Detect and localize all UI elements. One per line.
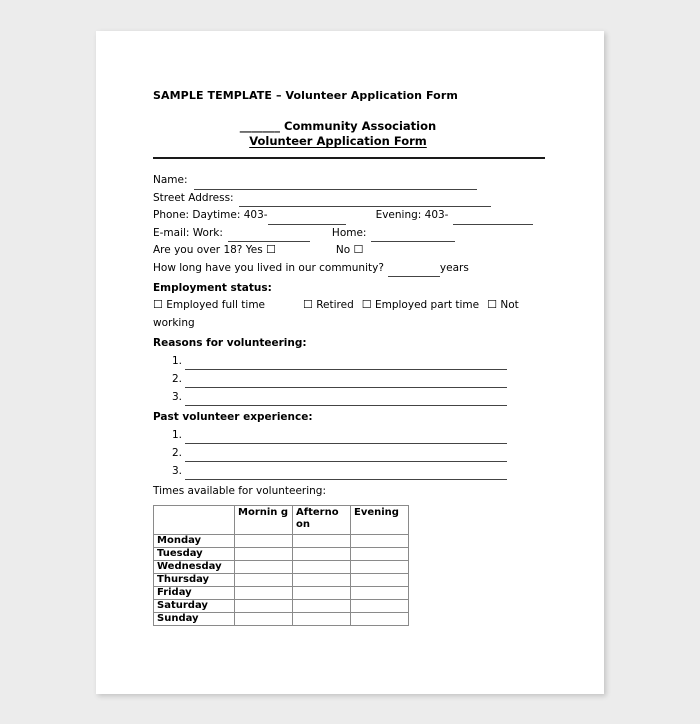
employed-part-time-checkbox[interactable]: ☐: [361, 298, 372, 311]
list-item: [153, 352, 553, 370]
not-working-label: Not working: [153, 299, 519, 329]
list-item: [153, 444, 553, 462]
field-row-email: [153, 225, 553, 243]
over-18-label: Are you over 18? Yes: [153, 244, 263, 256]
over-18-no-checkbox[interactable]: ☐: [353, 243, 364, 256]
list-item: [153, 462, 553, 480]
cell-wednesday-evening[interactable]: [351, 561, 409, 574]
experience-input-2[interactable]: [185, 449, 507, 462]
reason-input-2[interactable]: [185, 375, 507, 388]
reason-number-3: 3.: [172, 391, 183, 403]
document-content: [153, 89, 553, 626]
street-address-label: Street Address:: [153, 191, 234, 204]
cell-monday-evening[interactable]: [351, 535, 409, 548]
employment-option-full-time: [153, 299, 265, 311]
phone-evening-label: Evening: 403-: [375, 209, 449, 221]
cell-tuesday-morning[interactable]: [235, 548, 293, 561]
column-header-afternoon: Afterno on: [293, 506, 351, 535]
email-home-label: Home:: [331, 226, 367, 239]
reasons-list: [153, 352, 553, 406]
day-label-monday: Monday: [154, 535, 235, 548]
not-working-checkbox[interactable]: ☐: [487, 298, 497, 311]
name-input[interactable]: [194, 178, 477, 190]
phone-daytime-label: Phone: Daytime: 403-: [153, 209, 268, 221]
header-divider: [153, 157, 545, 159]
day-label-tuesday: Tuesday: [154, 548, 235, 561]
cell-sunday-morning[interactable]: [235, 613, 293, 626]
experience-number-2: 2.: [172, 447, 183, 459]
phone-daytime-input[interactable]: [268, 213, 346, 225]
table-header-row: [154, 506, 409, 535]
document-page: [96, 31, 604, 694]
phone-evening-input[interactable]: [453, 213, 533, 225]
day-label-wednesday: Wednesday: [154, 561, 235, 574]
employed-part-time-label: Employed part time: [374, 299, 480, 311]
field-row-phone: [153, 207, 553, 225]
retired-label: Retired: [316, 299, 354, 311]
experience-number-1: 1.: [172, 429, 183, 441]
column-header-evening: Evening: [351, 506, 409, 535]
form-name-line: Volunteer Application Form: [249, 134, 427, 148]
cell-wednesday-morning[interactable]: [235, 561, 293, 574]
cell-wednesday-afternoon[interactable]: [293, 561, 351, 574]
field-row-street-address: [153, 190, 553, 208]
table-row: [154, 587, 409, 600]
cell-friday-afternoon[interactable]: [293, 587, 351, 600]
reason-number-1: 1.: [172, 355, 183, 367]
schedule-caption: Times available for volunteering:: [153, 485, 327, 497]
experience-input-1[interactable]: [185, 431, 507, 444]
day-label-friday: Friday: [154, 587, 235, 600]
cell-friday-morning[interactable]: [235, 587, 293, 600]
cell-thursday-afternoon[interactable]: [293, 574, 351, 587]
list-item: [153, 370, 553, 388]
cell-tuesday-afternoon[interactable]: [293, 548, 351, 561]
cell-sunday-evening[interactable]: [351, 613, 409, 626]
employment-status-heading: Employment status:: [153, 282, 272, 294]
over-18-no-label: No: [335, 244, 351, 256]
cell-tuesday-evening[interactable]: [351, 548, 409, 561]
name-label: Name:: [153, 174, 188, 186]
employed-full-time-checkbox[interactable]: ☐: [153, 298, 163, 311]
cell-saturday-afternoon[interactable]: [293, 600, 351, 613]
availability-table: [153, 505, 409, 626]
field-row-over-18: [153, 242, 553, 260]
employment-status-options: [153, 297, 525, 332]
reason-input-3[interactable]: [185, 393, 507, 406]
reasons-heading: Reasons for volunteering:: [153, 337, 307, 349]
cell-thursday-morning[interactable]: [235, 574, 293, 587]
years-suffix-label: years: [439, 261, 469, 274]
email-work-label: E-mail: Work:: [153, 226, 223, 239]
email-home-input[interactable]: [371, 230, 455, 242]
table-row: [154, 600, 409, 613]
experience-list: [153, 426, 553, 480]
employment-option-part-time: [362, 299, 479, 311]
page-title: SAMPLE TEMPLATE – Volunteer Application Form: [153, 89, 458, 102]
email-work-input[interactable]: [228, 230, 310, 242]
cell-saturday-evening[interactable]: [351, 600, 409, 613]
table-row: [154, 535, 409, 548]
field-row-how-long: [153, 260, 553, 278]
table-row: [154, 613, 409, 626]
schedule-corner-header: [154, 506, 235, 535]
field-row-name: [153, 172, 553, 190]
retired-checkbox[interactable]: ☐: [303, 298, 313, 311]
table-row: [154, 548, 409, 561]
over-18-yes-checkbox[interactable]: ☐: [266, 243, 276, 256]
cell-friday-evening[interactable]: [351, 587, 409, 600]
table-row: [154, 561, 409, 574]
experience-number-3: 3.: [172, 465, 183, 477]
day-label-saturday: Saturday: [154, 600, 235, 613]
table-row: [154, 574, 409, 587]
cell-sunday-afternoon[interactable]: [293, 613, 351, 626]
cell-thursday-evening[interactable]: [351, 574, 409, 587]
list-item: [153, 388, 553, 406]
experience-heading: Past volunteer experience:: [153, 411, 313, 423]
experience-input-3[interactable]: [185, 467, 507, 480]
cell-monday-morning[interactable]: [235, 535, 293, 548]
day-label-thursday: Thursday: [154, 574, 235, 587]
cell-saturday-morning[interactable]: [235, 600, 293, 613]
reason-number-2: 2.: [172, 373, 183, 385]
organization-name-line: _______ Community Association: [239, 119, 437, 133]
organization-heading: [153, 119, 553, 149]
day-label-sunday: Sunday: [154, 613, 235, 626]
years-lived-input[interactable]: [388, 265, 440, 277]
column-header-morning: Mornin g: [235, 506, 293, 535]
street-address-input[interactable]: [239, 195, 491, 207]
cell-monday-afternoon[interactable]: [293, 535, 351, 548]
reason-input-1[interactable]: [185, 357, 507, 370]
list-item: [153, 426, 553, 444]
how-long-label: How long have you lived in our community?: [153, 261, 384, 274]
employed-full-time-label: Employed full time: [166, 299, 266, 311]
employment-option-retired: [303, 299, 354, 311]
